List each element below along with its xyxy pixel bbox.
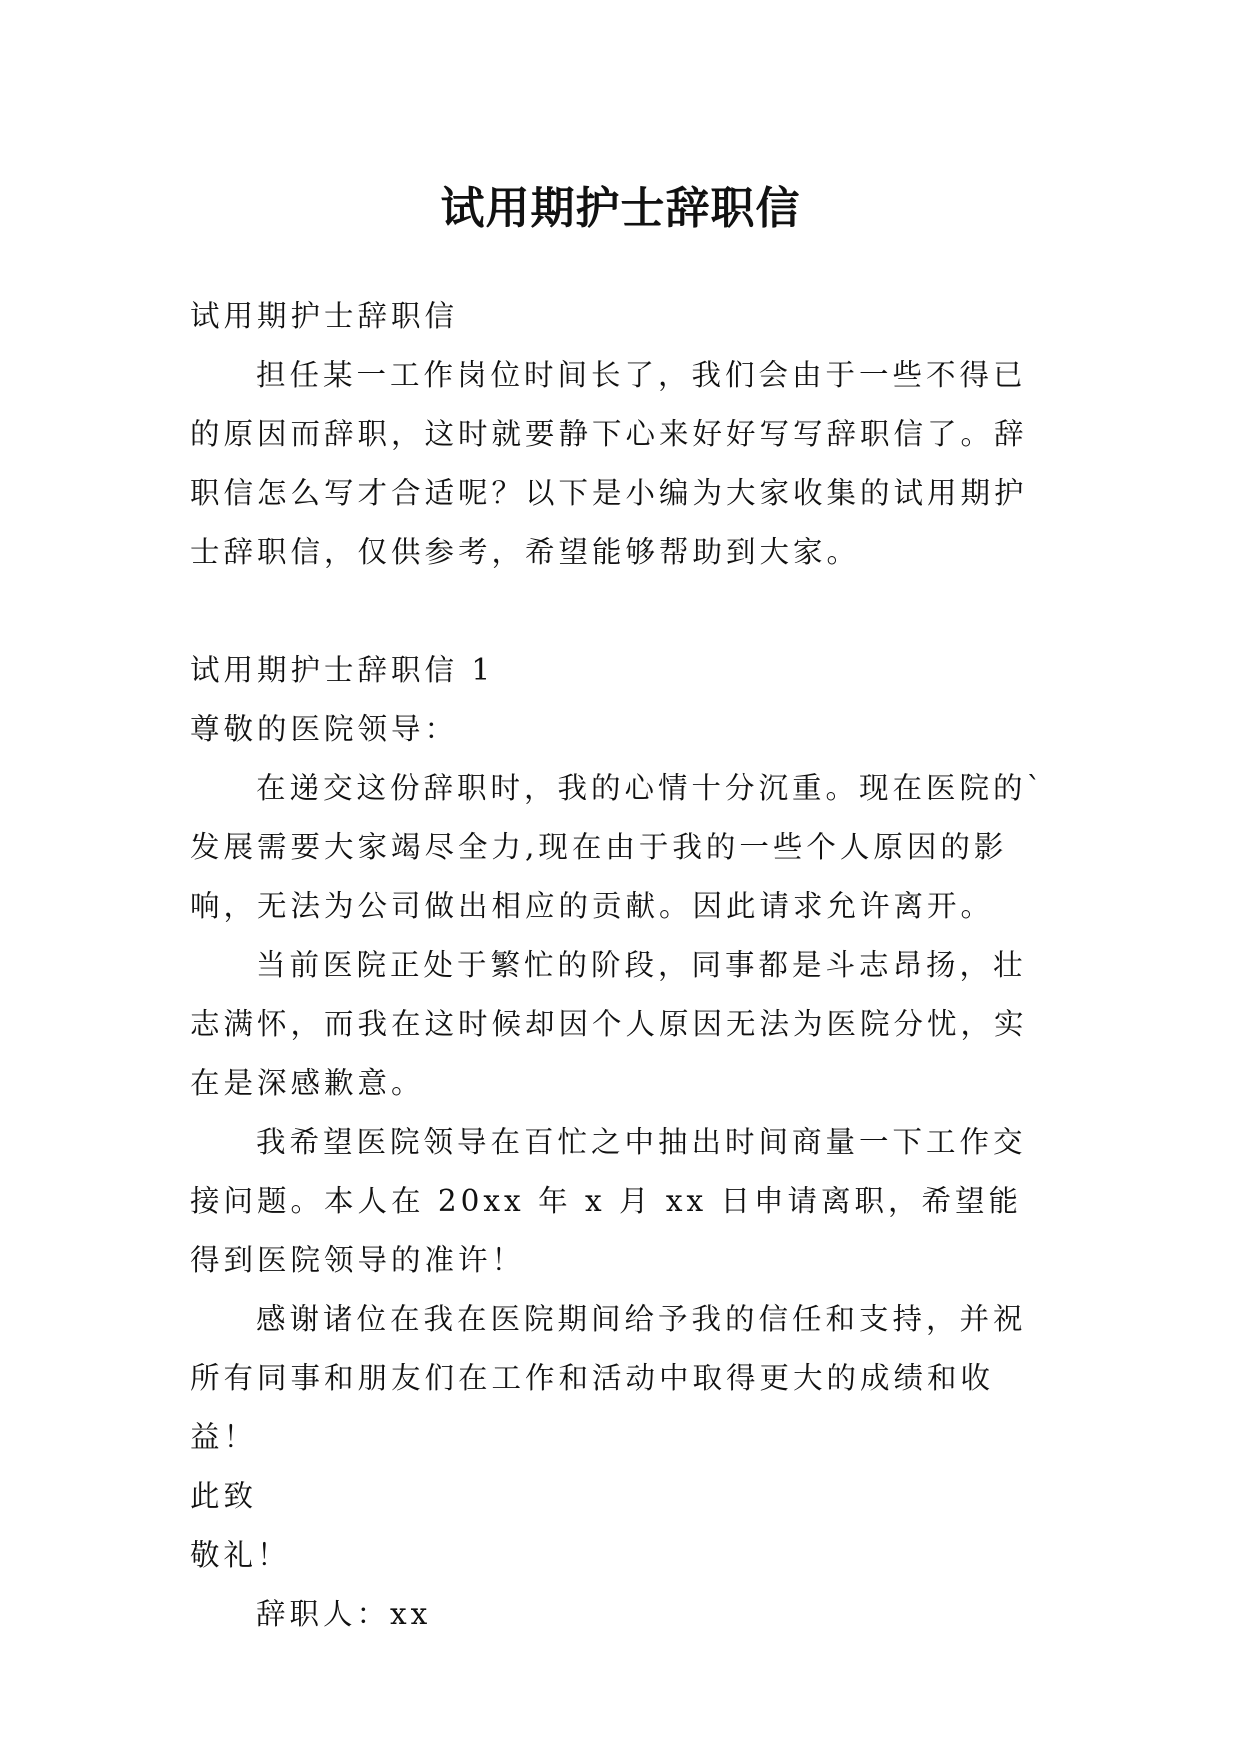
closing-salute: 敬礼！ [190, 1538, 291, 1572]
document-title: 试用期护士辞职信 [440, 183, 801, 235]
letter-heading: 试用期护士辞职信 1 [190, 653, 495, 687]
document-body [190, 287, 1050, 1644]
body-paragraph: 当前医院正处于繁忙的阶段，同事都是斗志昂扬，壮志满怀，而我在这时候却因个人原因无法为医院分忧，实在是深感歉意。 [190, 948, 1028, 1100]
body-paragraph: 在递交这份辞职时，我的心情十分沉重。现在医院的`发展需要大家竭尽全力,现在由于我的一些个人原因的影响，无法为公司做出相应的贡献。因此请求允许离开。 [190, 771, 1046, 923]
intro-paragraph: 担任某一工作岗位时间长了，我们会由于一些不得已的原因而辞职，这时就要静下心来好好写写辞职信了。辞职信怎么写才合适呢？以下是小编为大家收集的试用期护士辞职信，仅供参考，希望能够帮助到大家。 [190, 358, 1028, 569]
body-paragraph: 我希望医院领导在百忙之中抽出时间商量一下工作交接问题。本人在 20xx 年 x 月 xx 日申请离职，希望能得到医院领导的准许！ [190, 1125, 1027, 1277]
signature: 辞职人：xx [256, 1597, 432, 1631]
body-paragraph: 感谢诸位在我在医院期间给予我的信任和支持，并祝所有同事和朋友们在工作和活动中取得更大的成绩和收益！ [190, 1302, 1027, 1454]
intro-heading: 试用期护士辞职信 [190, 299, 459, 333]
salutation: 尊敬的医院领导： [190, 712, 459, 746]
closing-line: 此致 [190, 1479, 258, 1513]
